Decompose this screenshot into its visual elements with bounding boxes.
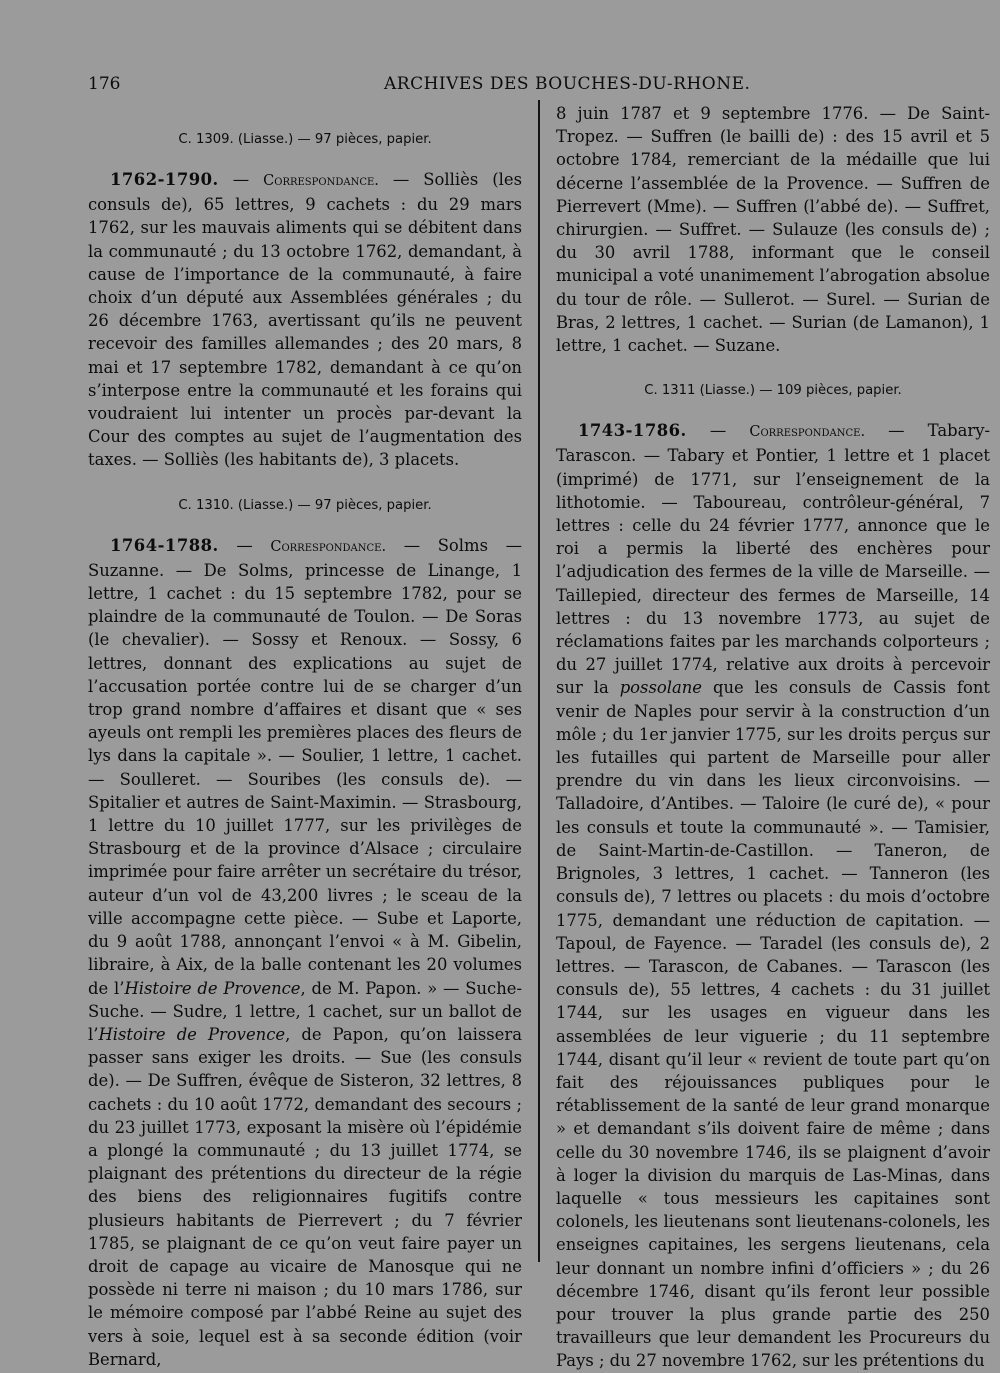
entry-heading: Correspondance. [263,173,379,189]
entry-dates: 1762-1790. [110,170,219,189]
entry-heading: Correspondance. [270,538,387,555]
entry-1310-continuation: 8 juin 1787 et 9 septembre 1776. — De Saint-Tropez. — Suffren (le bailli de) : des 15 avril et 5 octobre 1784, remerciant de la médaille que lui décerne l’assemblée de la Provence. — Suffren de Pierrevert (Mme). — Suffren (l’abbé de). — Suffret, chirurgien. — Suffret. — Sulauze (les consuls de) ; du 30 avril 1788, informant que le conseil municipal a voté unanimement l’abrogation absolue du tour de rôle. — Sullerot. — Surel. — Surian de Bras, 2 lettres, 1 cachet. — Surian (de Lamanon), 1 lettre, 1 cachet. — Suzane. [556,104,990,356]
entry-1310: 1764-1788. — Correspondance. — Solms — Suzanne. — De Solms, princesse de Linange, 1 lettre, 1 cachet : du 15 septembre 1782, pour se plaindre de la communauté de Toulon. — De Soras (le chevalier). — Sossy et Renoux. — Sossy, 6 lettres, donnant des explications au sujet de l’accusation portée contre lui de se charger d’un trop grand nombre d’affaires et disant que « ses ayeuls ont rempli les premières places des fleurs de lys dans la capitale ». — Soulier, 1 lettre, 1 cachet. — Soulleret. — Souribes (les consuls de). — Spitalier et autres de Saint-Maximin. — Strasbourg, 1 lettre du 10 juillet 1777, sur les privilèges de Strasbourg et de la province d’Alsace ; circulaire imprimée pour faire arrêter un secrétaire du trésor, auteur d’un vol de 43,200 livres ; le sceau de la ville accompagne cette pièce. — Sube et Laporte, du 9 août 1788, annonçant l’envoi « à M. Gibelin, libraire, à Aix, de la balle contenant les 20 volumes de l’Histoire de Provence, de M. Papon. » — Suche-Suche. — Sudre, 1 lettre, 1 cachet, sur un ballot de l’Histoire de Provence, de Papon, qu’on laissera passer sans exiger les droits. — Sue (les consuls de). — De Suffren, évêque de Sisteron, 32 lettres, 8 cachets : du 10 août 1772, demandant des secours ; du 23 juillet 1773, exposant la misère où l’épidémie a plongé la communauté ; du 13 juillet 1774, se plaignant des prétentions du directeur de la régie des biens des religionnaires fugitifs contre plusieurs habitants de Pierrevert ; du 7 février 1785, se plaignant de ce qu’on veut faire payer un droit de capage au vicaire de Manosque qui ne possède ni terre ni maison ; du 10 mars 1786, sur le mémoire composé par l’abbé Reine au sujet des vers à soie, lequel est à sa seconde édition (voir Bernard, [88,535,522,1369]
liasse-header-1309: C. 1309. (Liasse.) — 97 pièces, papier. [178,132,432,147]
liasse-header-1311: C. 1311 (Liasse.) — 109 pièces, papier. [644,383,902,399]
entry-dates: 1743-1786. [578,421,687,441]
liasse-header-1310: C. 1310. (Liasse.) — 97 pièces, papier. [178,497,432,513]
entry-body: — Solms — Suzanne. — De Solms, princesse de Linange, 1 lettre, 1 cachet : du 15 septembre 1782, pour se plaindre de la communauté de Toulon. — De Soras (le chevalier). — Sossy et Renoux. — Sossy, 6 lettres, donnant des explications au sujet de l’accusation portée contre lui de se charger d’un trop grand nombre d’affaires et disant que « ses ayeuls ont rempli les premières places des fleurs de lys dans la capitale ». — Soulier, 1 lettre, 1 cachet. — Soulleret. — Souribes (les consuls de). — Spitalier et autres de Saint-Maximin. — Strasbourg, 1 lettre du 10 juillet 1777, sur les privilèges de Strasbourg et de la province d’Alsace ; circulaire imprimée pour faire arrêter un secrétaire du trésor, auteur d’un vol de 43,200 livres ; le sceau de la ville accompagne cette pièce. — Sube et Laporte, du 9 août 1788, annonçant l’envoi « à M. Gibelin, libraire, à Aix, de la balle contenant les 20 volumes de l’ [88,535,522,998]
entry-1311: 1743-1786. — Correspondance. — Tabary-Tarascon. — Tabary et Pontier, 1 lettre et 1 placet (imprimé) de 1771, sur l’enseignement de la lithotomie. — Taboureau, contrôleur-général, 7 lettres : celle du 24 février 1777, annonce que le roi a permis la liberté des enchères pour l’adjudication des fermes de la ville de Marseille. — Taillepied, directeur des fermes de Marseille, 14 lettres : du 13 novembre 1773, au sujet de réclamations faites par les marchands colporteurs ; du 27 juillet 1774, relative aux droits à percevoir sur la possolane que les consuls de Cassis font venir de Naples pour servir à la construction d’un môle ; du 1er janvier 1775, sur les droits perçus sur les futailles qui partent de Marseille pour aller prendre du vin dans les lieux circonvoisins. — Talladoire, d’Antibes. — Taloire (le curé de), « pour les consuls et toute la communauté ». — Tamisier, de Saint-Martin-de-Castillon. — Taneron, de Brignoles, 3 lettres, 1 cachet. — Tanneron (les consuls de), 7 lettres ou placets : du mois d’octobre 1775, demandant une réduction de capitation. — Tapoul, de Fayence. — Taradel (les consuls de), 2 lettres. — Tarascon, de Cabanes. — Tarascon (les consuls de), 55 lettres, 4 cachets : du 31 juillet 1744, sur les usages en vigueur dans les assemblées de leur viguerie ; du 11 septembre 1744, disant qu’il leur « revient de toute part qu’on fait des réjouissances publiques pour le rétablissement de la santé de leur grand monarque » et demandant s’ils doivent faire de même ; dans celle du 30 novembre 1746, ils se plaignent d’avoir à loger la division du marquis de Las-Minas, dans laquelle « tous messieurs les capitaines sont colonels, les lieutenans sont lieutenans-colonels, les enseignes capitaines, les sergens lieutenans, cela leur donnant un nombre infini d’officiers » ; du 26 décembre 1746, disant qu’ils feront leur possible pour trouver la plus grande partie des 250 travailleurs que leur demandent les Procureurs du Pays ; du 27 novembre 1762, sur les prétentions du [556,421,990,1371]
running-title: ARCHIVES DES BOUCHES-DU-RHONE. [384,74,751,94]
book-title: Histoire de Provence [124,978,301,998]
entry-body: , de M. Papon. » — Suche-Suche. — Sudre, 1 lettre, 1 cachet, sur un ballot de l’ [88,978,522,1044]
entry-dates: 1764-1788. [110,535,219,555]
left-column [88,130,522,1371]
page-number: 176 [88,74,121,94]
entry-body: — Solliès (les consuls de), 65 lettres, 9 cachets : du 29 mars 1762, sur les mauvais aliments qui se débitent dans la communauté ; du 13 octobre 1762, demandant, à cause de l’importance de la communauté, à faire choix d’un député aux Assemblées générales ; du 26 décembre 1763, avertissant qu’ils ne peuvent recevoir des familles allemandes ; des 20 mars, 8 mai et 17 septembre 1782, demandant à ce qu’on s’interpose entre la communauté et les forains qui voudraient lui intenter un procès par-devant la Cour des comptes au sujet de l’augmentation des taxes. — Solliès (les habitants de), 3 placets. [88,170,522,470]
column-divider [538,100,540,1262]
book-title: Histoire de Provence [98,1024,286,1044]
italic-term: possolane [619,678,703,698]
right-column [556,102,990,1373]
entry-body: que les consuls de Cassis font venir de Naples pour servir à la construction d’un môle ; du 1er janvier 1775, sur les droits perçus sur les futailles qui partent de Marseille pour aller prendre du vin dans les lieux circonvoisins. — Talladoire, d’Antibes. — Taloire (le curé de), « pour les consuls et toute la communauté ». — Tamisier, de Saint-Martin-de-Castillon. — Taneron, de Brignoles, 3 lettres, 1 cachet. — Tanneron (les consuls de), 7 lettres ou placets : du mois d’octobre 1775, demandant une réduction de capitation. — Tapoul, de Fayence. — Taradel (les consuls de), 2 lettres. — Tarascon, de Cabanes. — Tarascon (les consuls de), 55 lettres, 4 cachets : du 31 juillet 1744, sur les usages en vigueur dans les assemblées de leur viguerie ; du 11 septembre 1744, disant qu’il leur « revient de toute part qu’on fait des réjouissances publiques pour le rétablissement de la santé de leur grand monarque » et demandant s’ils doivent faire de même ; dans celle du 30 novembre 1746, ils se plaignent d’avoir à loger la division du marquis de Las-Minas, dans laquelle « tous messieurs les capitaines sont colonels, les lieutenans sont lieutenans-colonels, les enseignes capitaines, les sergens lieutenans, cela leur donnant un nombre infini d’officiers » ; du 26 décembre 1746, disant qu’ils feront leur possible pour trouver la plus grande partie des 250 travailleurs que leur demandent les Procureurs du Pays ; du 27 novembre 1762, sur les prétentions du [556,678,990,1371]
entry-body: , de Papon, qu’on laissera passer sans exiger les droits. — Sue (les consuls de). — De Suffren, évêque de Sisteron, 32 lettres, 8 cachets : du 10 août 1772, demandant des secours ; du 23 juillet 1773, exposant la misère où l’épidémie a plongé la communauté ; du 13 juillet 1774, se plaignant des prétentions du directeur de la régie des biens des religionnaires fugitifs contre plusieurs habitants de Pierrevert ; du 7 février 1785, se plaignant de ce qu’on veut faire payer un droit de capage au vicaire de Manosque qui ne possède ni terre ni maison ; du 10 mars 1786, sur le mémoire composé par l’abbé Reine au sujet des vers à soie, lequel est à sa seconde édition (voir Bernard, [88,1024,522,1369]
entry-heading: Correspondance. [749,424,866,441]
entry-1309: 1762-1790. — Correspondance. — Solliès (les consuls de), 65 lettres, 9 cachets : du 29 mars 1762, sur les mauvais aliments qui se débitent dans la communauté ; du 13 octobre 1762, demandant, à cause de l’importance de la communauté, à faire choix d’un député aux Assemblées générales ; du 26 décembre 1763, avertissant qu’ils ne peuvent recevoir des familles allemandes ; des 20 mars, 8 mai et 17 septembre 1782, demandant à ce qu’on s’interpose entre la communauté et les forains qui voudraient lui intenter un procès par-devant la Cour des comptes au sujet de l’augmentation des taxes. — Solliès (les habitants de), 3 placets. [88,170,522,470]
entry-body: — Tabary-Tarascon. — Tabary et Pontier, 1 lettre et 1 placet (imprimé) de 1771, sur l’enseignement de la lithotomie. — Taboureau, contrôleur-général, 7 lettres : celle du 24 février 1777, annonce que le roi a permis la liberté des enchères pour l’adjudication des fermes de la ville de Marseille. — Taillepied, directeur des fermes de Marseille, 14 lettres : du 13 novembre 1773, au sujet de réclamations faites par les marchands colporteurs ; du 27 juillet 1774, relative aux droits à percevoir sur la [556,421,990,698]
